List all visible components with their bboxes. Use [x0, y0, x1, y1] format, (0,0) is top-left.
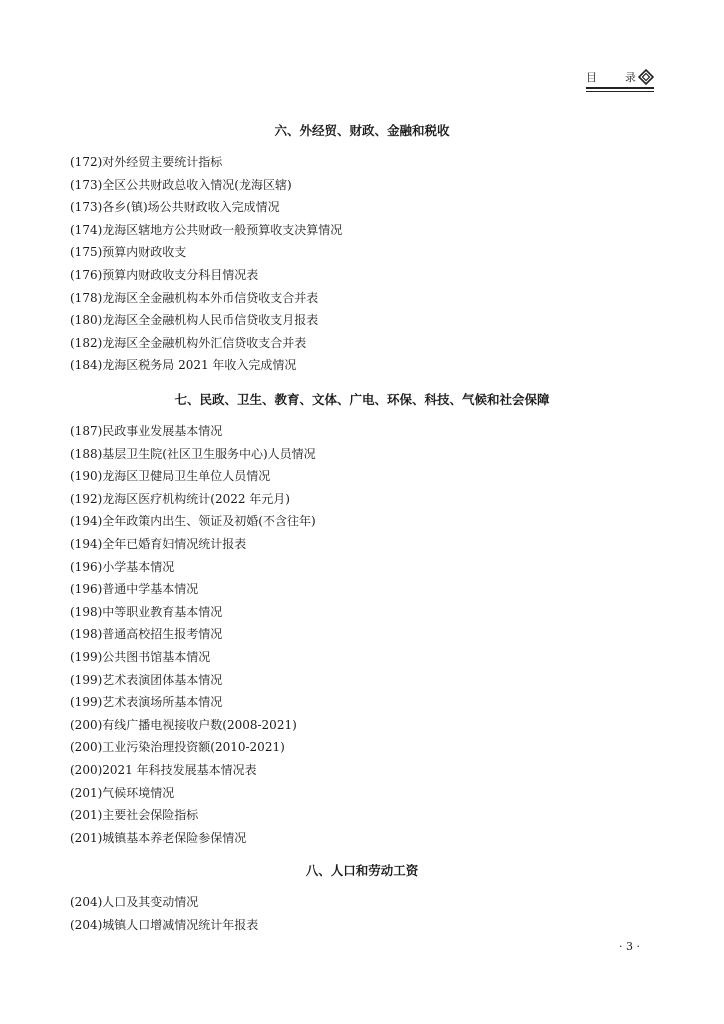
toc-item[interactable]: (200)2021 年科技发展基本情况表: [70, 762, 257, 777]
toc-item[interactable]: (172)对外经贸主要统计指标: [70, 155, 223, 169]
diamond-ornament-icon: [638, 69, 654, 85]
toc-item[interactable]: (178)龙海区全金融机构本外币信贷收支合并表: [70, 290, 319, 305]
toc-item[interactable]: (198)中等职业教育基本情况: [70, 604, 223, 619]
section-heading-8: 八、人口和劳动工资: [305, 863, 419, 878]
section-heading-6: 六、外经贸、财政、金融和税收: [274, 123, 450, 138]
toc-list-section-8: [70, 891, 258, 936]
toc-item[interactable]: (180)龙海区全金融机构人民币信贷收支月报表: [70, 313, 319, 328]
toc-item[interactable]: (199)艺术表演团体基本情况: [70, 672, 223, 687]
toc-item[interactable]: (173)全区公共财政总收入情况(龙海区辖): [70, 177, 292, 192]
toc-item[interactable]: (204)人口及其变动情况: [70, 895, 199, 909]
toc-item[interactable]: (200)有线广播电视接收户数(2008-2021): [70, 717, 297, 732]
toc-item[interactable]: (175)预算内财政收支: [70, 245, 187, 260]
header-rule-thin: [586, 91, 654, 92]
toc-item[interactable]: (201)城镇基本养老保险参保情况: [70, 830, 247, 845]
toc-item[interactable]: (201)主要社会保险指标: [70, 808, 199, 823]
toc-item[interactable]: (194)全年已婚育妇情况统计报表: [70, 536, 247, 551]
toc-item[interactable]: (182)龙海区全金融机构外汇信贷收支合并表: [70, 335, 307, 350]
header-rule-thick: [586, 87, 654, 89]
toc-list-section-7: [70, 420, 316, 849]
toc-item[interactable]: (192)龙海区医疗机构统计(2022 年元月): [70, 491, 290, 506]
toc-item[interactable]: (200)工业污染治理投资额(2010-2021): [70, 740, 285, 755]
toc-item[interactable]: (173)各乡(镇)场公共财政收入完成情况: [70, 200, 280, 215]
toc-list-section-6: [70, 151, 342, 377]
toc-item[interactable]: (184)龙海区税务局 2021 年收入完成情况: [70, 358, 297, 373]
toc-item[interactable]: (199)公共图书馆基本情况: [70, 649, 211, 664]
toc-item[interactable]: (201)气候环境情况: [70, 785, 175, 800]
running-header: [586, 68, 656, 88]
toc-item[interactable]: (198)普通高校招生报考情况: [70, 627, 223, 642]
toc-item[interactable]: (204)城镇人口增减情况统计年报表: [70, 917, 259, 932]
section-heading-7: 七、民政、卫生、教育、文体、广电、环保、科技、气候和社会保障: [174, 392, 550, 407]
header-label-left: 目: [586, 71, 597, 84]
toc-item[interactable]: (176)预算内财政收支分科目情况表: [70, 267, 259, 282]
toc-item[interactable]: (174)龙海区辖地方公共财政一般预算收支决算情况: [70, 222, 343, 237]
header-label-right: 录: [625, 71, 636, 84]
page-number: · 3 ·: [619, 940, 640, 953]
toc-item[interactable]: (196)普通中学基本情况: [70, 582, 199, 597]
toc-item[interactable]: (190)龙海区卫健局卫生单位人员情况: [70, 469, 271, 484]
toc-item[interactable]: (194)全年政策内出生、领证及初婚(不含往年): [70, 514, 316, 529]
toc-item[interactable]: (187)民政事业发展基本情况: [70, 424, 223, 438]
toc-item[interactable]: (188)基层卫生院(社区卫生服务中心)人员情况: [70, 446, 316, 461]
header-label: [586, 68, 636, 86]
toc-item[interactable]: (199)艺术表演场所基本情况: [70, 695, 223, 710]
toc-item[interactable]: (196)小学基本情况: [70, 559, 175, 574]
